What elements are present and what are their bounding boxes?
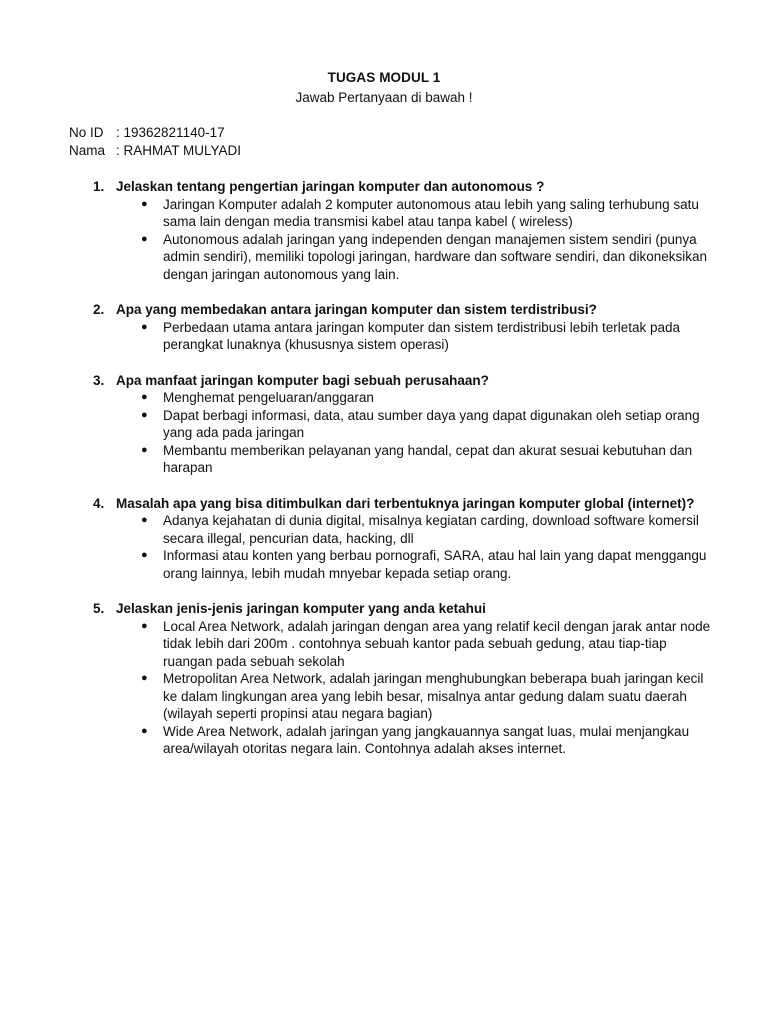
answer-text: Dapat berbagi informasi, data, atau sumber daya yang dapat digunakan oleh setiap orang yang ada pada jaringan (163, 407, 700, 440)
student-name-value: : RAHMAT MULYADI (116, 143, 242, 158)
answer-text: Membantu memberikan pelayanan yang handal, cepat dan akurat sesuai kebutuhan dan harapan (163, 442, 693, 475)
bullet-icon: ● (141, 408, 148, 421)
bullet-icon: ● (141, 391, 148, 403)
answer-text: Informasi atau konten yang berbau pornografi, SARA, atau hal lain yang dapat menggangu orang lainnya, lebih mudah mnyebar kepada setiap orang. (163, 548, 707, 581)
answer-list (93, 319, 713, 354)
document-title: TUGAS MODUL 1 (327, 70, 441, 85)
bullet-icon: ● (141, 443, 148, 456)
answer-item (141, 618, 713, 671)
answer-list (93, 389, 713, 477)
question-number: 2. (93, 302, 105, 317)
question-text: Apa manfaat jaringan komputer bagi sebuah perusahaan? (116, 372, 489, 388)
answer-item (141, 547, 713, 582)
question-2 (93, 301, 713, 354)
bullet-icon: ● (141, 549, 148, 561)
question-5 (93, 600, 713, 758)
question-number: 3. (93, 372, 105, 388)
answer-text: Autonomous adalah jaringan yang independen dengan manajemen sistem sendiri (punya admin sendiri), memiliki topologi jaringan, hardware dan software sendiri, dan dikoneksikan dengan jaringan autonomous yang lain. (163, 231, 708, 282)
answer-list (93, 196, 713, 284)
question-text: Masalah apa yang bisa ditimbulkan dari terbentuknya jaringan komputer global (internet)? (116, 495, 695, 511)
question-heading (93, 495, 713, 513)
question-heading (93, 301, 713, 319)
question-heading (93, 600, 713, 618)
student-name-row (69, 143, 241, 158)
answer-item (141, 196, 713, 231)
question-text: Jelaskan jenis-jenis jaringan komputer yang anda ketahui (116, 601, 486, 616)
student-id-value: : 19362821140-17 (116, 125, 225, 140)
bullet-icon: ● (141, 514, 148, 526)
question-text: Jelaskan tentang pengertian jaringan komputer dan autonomous ? (116, 179, 545, 194)
answer-text: Perbedaan utama antara jaringan komputer dan sistem terdistribusi lebih terletak pada perangkat lunaknya (khususnya sistem operasi) (163, 319, 681, 352)
answer-list (93, 512, 713, 582)
answer-text: Wide Area Network, adalah jaringan yang jangkauannya sangat luas, mulai menjangkau area/wilayah otoritas negara lain. Contohnya adalah akses internet. (163, 723, 690, 756)
answer-item (141, 723, 713, 758)
student-id-row (69, 125, 225, 140)
question-4 (93, 495, 713, 583)
answer-item (141, 442, 713, 477)
answer-item (141, 670, 713, 723)
answer-item (141, 389, 713, 407)
question-heading (93, 178, 713, 196)
bullet-icon: ● (141, 197, 148, 210)
question-3 (93, 372, 713, 477)
answer-list (93, 618, 713, 758)
answer-item (141, 231, 713, 284)
student-id-label: No ID (69, 125, 104, 140)
bullet-icon: ● (141, 724, 148, 737)
answer-text: Menghemat pengeluaran/anggaran (163, 390, 374, 405)
answer-text: Local Area Network, adalah jaringan dengan area yang relatif kecil dengan jarak antar node tidak lebih dari 200m . contohnya sebuah kantor pada sebuah gedung, atau tiap-tiap ruangan pada sebuah sekolah (163, 618, 711, 669)
answer-text: Metropolitan Area Network, adalah jaringan menghubungkan beberapa buah jaringan kecil ke dalam lingkungan area yang lebih besar, misalnya antar gedung dalam suatu daerah (wilayah seperti propinsi atau negara bagian) (163, 671, 704, 721)
question-1 (93, 178, 713, 283)
question-heading (93, 372, 713, 390)
answer-text: Jaringan Komputer adalah 2 komputer autonomous atau lebih yang saling terhubung satu sama lain dengan media transmisi kabel atau tanpa kabel ( wireless) (163, 196, 699, 229)
student-name-label: Nama (69, 143, 106, 158)
answer-item (141, 512, 713, 547)
answer-text: Adanya kejahatan di dunia digital, misalnya kegiatan carding, download software komersil secara illegal, pencurian data, hacking, dll (163, 513, 699, 546)
question-text: Apa yang membedakan antara jaringan komputer dan sistem terdistribusi? (116, 302, 597, 317)
question-list (93, 178, 713, 776)
question-number: 4. (93, 495, 105, 511)
question-number: 1. (93, 179, 105, 194)
bullet-icon: ● (141, 619, 148, 632)
answer-item (141, 407, 713, 442)
question-number: 5. (93, 601, 105, 616)
bullet-icon: ● (141, 232, 148, 245)
bullet-icon: ● (141, 320, 148, 333)
answer-item (141, 319, 713, 354)
document-subtitle: Jawab Pertanyaan di bawah ! (295, 90, 473, 105)
bullet-icon: ● (141, 672, 148, 684)
